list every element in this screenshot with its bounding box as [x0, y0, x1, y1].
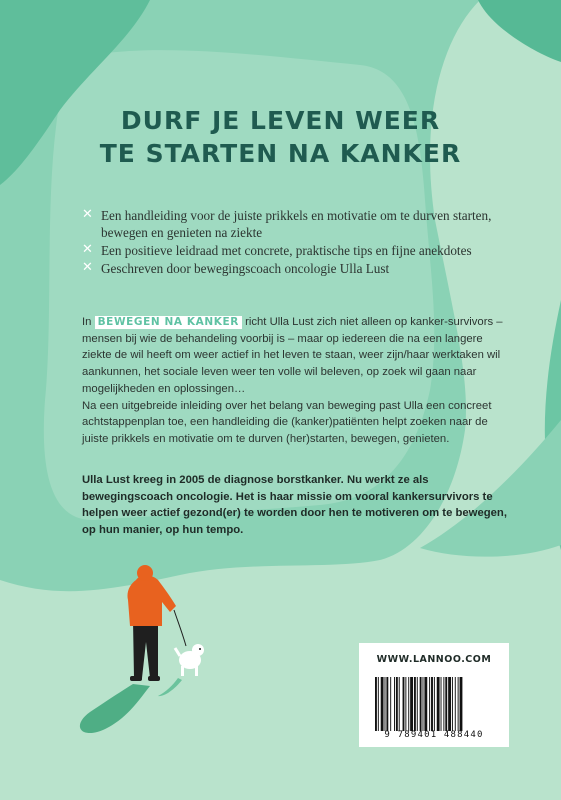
barcode-bar: [452, 677, 453, 731]
barcode-bar: [403, 677, 405, 731]
publisher-url: WWW.LANNOO.COM: [376, 654, 492, 665]
barcode-bar: [420, 677, 422, 731]
feature-text: Geschreven door bewegingscoach oncologie Ulla Lust: [101, 261, 390, 276]
person-shoe: [148, 676, 160, 681]
barcode-bar: [441, 677, 442, 731]
feature-item: [82, 242, 502, 259]
barcode-bar: [381, 677, 384, 731]
description-prefix: In: [82, 316, 92, 328]
dog-eye: [199, 648, 201, 650]
walking-person-with-dog-illustration: [78, 560, 228, 740]
x-icon: ✕: [82, 207, 93, 222]
dog-shadow-shape: [158, 678, 182, 696]
barcode-bar: [437, 677, 440, 731]
barcode-bar: [448, 677, 451, 731]
barcode-bar: [396, 677, 398, 731]
barcode-bar: [423, 677, 424, 731]
description-paragraph-1: richt Ulla Lust zich niet alleen op kanker-survivors – mensen bij wie de behandeling voorbij is – maar op iedereen die na een langere ziekte de wil heeft om weer actief in het leven te staan, weer zijn/haar werktaken wil aankunnen, het sociale leven weer ten volle wil beleven, op zoek wil gaan naar mogelijkheden en oplossingen…: [82, 316, 503, 395]
barcode-bar: [390, 677, 391, 731]
barcode-bar: [394, 677, 395, 731]
isbn-number: 9 789401 488440: [384, 730, 484, 740]
isbn-barcode: [375, 677, 493, 731]
title-line-1: DURF JE LEVEN WEER: [120, 106, 441, 135]
barcode-bar: [460, 677, 463, 731]
dog-leg: [195, 666, 198, 676]
barcode-bar: [386, 677, 388, 731]
feature-text: Een handleiding voor de juiste prikkels en motivatie om te durven starten, bewegen en genieten na ziekte: [101, 208, 492, 240]
book-title-highlight: BEWEGEN NA KANKER: [95, 316, 242, 329]
barcode-bar: [405, 677, 406, 731]
person-jacket: [127, 576, 176, 627]
barcode-bar: [408, 677, 409, 731]
barcode-bar: [434, 677, 435, 731]
barcode-bar: [424, 677, 427, 731]
barcode-bar: [399, 677, 400, 731]
dog-leg: [181, 666, 184, 676]
cover-title: [0, 104, 561, 170]
person-shoe: [130, 676, 142, 681]
barcode-bar: [431, 677, 433, 731]
description-paragraph-2: Na een uitgebreide inleiding over het belang van beweging past Ulla een concreet achtstappenplan toe, een handleiding die (kanker)patiënten helpt zoeken naar de juiste prikkels en motivatie om te durven (her)starten, bewegen, genieten.: [82, 399, 492, 445]
barcode-bar: [458, 677, 459, 731]
feature-text: Een positieve leidraad met concrete, praktische tips en fijne anekdotes: [101, 243, 472, 258]
barcode-panel: [359, 643, 509, 747]
shadow-shape: [80, 684, 150, 733]
person-legs: [133, 620, 158, 678]
feature-list: [82, 207, 502, 278]
feature-item: [82, 260, 502, 277]
barcode-bar: [417, 677, 418, 731]
barcode-bar: [414, 677, 416, 731]
author-bio: Ulla Lust kreeg in 2005 de diagnose borstkanker. Nu werkt ze als bewegingscoach oncologie. Het is haar missie om vooral kankersurvivors te helpen weer actief gezond(er) te worden door hen te motiveren om te bewegen, op hun manier, op hun tempo.: [82, 474, 507, 537]
x-icon: ✕: [82, 242, 93, 257]
barcode-bar: [378, 677, 379, 731]
barcode-bar: [375, 677, 377, 731]
dog-leash: [174, 610, 186, 646]
barcode-bar: [410, 677, 413, 731]
feature-item: [82, 207, 502, 241]
person-head: [137, 565, 153, 581]
dog-tail: [175, 648, 180, 656]
x-icon: ✕: [82, 260, 93, 275]
barcode-bar: [385, 677, 386, 731]
barcode-bar: [455, 677, 456, 731]
dog-head: [192, 644, 204, 656]
description-text: [82, 314, 508, 448]
barcode-bar: [443, 677, 444, 731]
barcode-bar: [429, 677, 430, 731]
barcode-bar: [445, 677, 447, 731]
title-line-2: TE STARTEN NA KANKER: [99, 139, 462, 168]
